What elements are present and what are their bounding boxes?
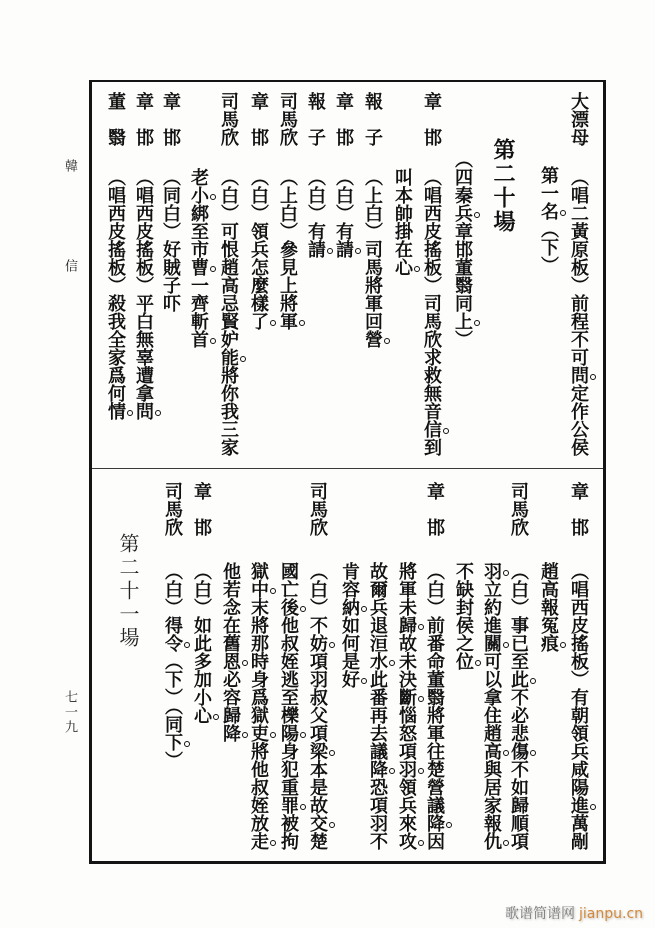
- script-line: [162, 0, 182, 928]
- dialogue-text: 獄中末將那時身爲獄吏將他叔姪放走: [248, 562, 269, 850]
- dialogue-text: （唱二黃原板）前程不可問定作公侯: [568, 168, 589, 456]
- script-line-continuation: [367, 0, 387, 928]
- dialogue-text: （唱西皮搖板）平白無辜遭拿問: [133, 168, 154, 420]
- dialogue-text: 叫本帥掛在心: [392, 168, 413, 276]
- speaker-name: 司馬欣: [307, 482, 328, 536]
- speaker-name: 報子: [362, 92, 383, 164]
- dialogue-text: 國亡後他叔姪逃至櫟陽身犯重罪被拘: [278, 562, 299, 850]
- margin-book-title-char: 韓: [62, 159, 77, 172]
- script-line-continuation: [278, 0, 298, 928]
- speaker-name: 章邯: [160, 92, 181, 164]
- script-line: [424, 0, 444, 928]
- script-line-continuation: [248, 0, 268, 928]
- dialogue-text: 趙高報冤痕: [538, 562, 559, 652]
- speaker-name: 董翳: [105, 92, 126, 164]
- dialogue-text: （上白）司馬將軍回營: [362, 168, 383, 348]
- script-line: [191, 0, 211, 928]
- margin-book-title-char: 信: [62, 259, 77, 272]
- script-line-continuation: [481, 0, 501, 928]
- dialogue-text: 不缺封侯之位: [453, 562, 474, 670]
- dialogue-text: （白）可恨趙高忌賢妒能將你我三家: [218, 168, 239, 456]
- dialogue-text: 他若念在舊恩必容歸降: [220, 562, 241, 742]
- watermark-url: jianpu.cn: [579, 906, 644, 922]
- watermark-site-name: 歌谱简谱网: [505, 906, 575, 922]
- dialogue-text: 肯容納如何是好: [339, 562, 360, 688]
- dialogue-text: （白）不妨項羽叔父項梁本是故交楚: [307, 562, 328, 850]
- speaker-name: 章邯: [421, 92, 442, 164]
- script-line-continuation: [339, 0, 359, 928]
- dialogue-text: 羽立約進關可以拿住趙高與居家報仇: [481, 562, 502, 850]
- dialogue-text: 將軍未歸故未決斷惱怒項羽領兵來攻: [396, 562, 417, 850]
- script-line: [307, 0, 327, 928]
- scene-title: 第二十一場: [116, 533, 140, 651]
- dialogue-text: （白）領兵怎麼樣了: [248, 168, 269, 330]
- dialogue-text: （上白）參見上將軍: [277, 168, 298, 330]
- watermark: [505, 903, 643, 923]
- dialogue-text: （白）事已至此不必悲傷不如歸順項: [508, 562, 529, 850]
- script-line-continuation: [453, 0, 473, 928]
- dialogue-text: （唱西皮搖板）司馬欣求救無音信到: [421, 168, 442, 456]
- dialogue-text: （白）有請: [333, 168, 354, 258]
- speaker-name: 章邯: [333, 92, 354, 164]
- speaker-name: 章邯: [133, 92, 154, 164]
- dialogue-text: （白）如此多加小心: [191, 562, 212, 724]
- speaker-name: 司馬欣: [508, 482, 529, 536]
- speaker-name: 章邯: [424, 482, 445, 554]
- speaker-name: 報子: [305, 92, 326, 164]
- dialogue-text: （唱西皮搖板）有朝領兵咸陽進萬剮: [568, 562, 589, 850]
- dialogue-text: （唱西皮搖板）殺我全家爲何情: [105, 168, 126, 420]
- dialogue-text: 第一名（下）: [538, 166, 559, 274]
- dialogue-text: 故爾兵退洹水此番再去議降恐項羽不: [367, 562, 388, 850]
- speaker-name: 司馬欣: [162, 482, 183, 536]
- script-line-continuation: [396, 0, 416, 928]
- dialogue-text: （白）前番命董翳將軍往楚營議降因: [424, 562, 445, 850]
- dialogue-text: （白）有請: [305, 168, 326, 258]
- script-line: [568, 0, 588, 928]
- speaker-name: 大漂母: [568, 92, 589, 146]
- scene-title: 第二十場: [490, 138, 516, 234]
- speaker-name: 司馬欣: [218, 92, 239, 146]
- script-line-continuation: [538, 0, 558, 928]
- stage-direction: （四秦兵章邯董翳同上）: [452, 150, 473, 348]
- speaker-name: 章邯: [248, 92, 269, 164]
- script-line: [508, 0, 528, 928]
- speaker-name: 司馬欣: [277, 92, 298, 146]
- dialogue-text: （同白）好賊子吓: [160, 168, 181, 312]
- dialogue-text: 老小綁至市曹一齊斬首: [188, 168, 209, 348]
- speaker-name: 章邯: [191, 482, 212, 554]
- script-line-continuation: [220, 0, 240, 928]
- speaker-name: 章邯: [568, 482, 589, 554]
- page-number: 七一九: [62, 690, 77, 735]
- dialogue-text: （白）得令（下）（同下）: [162, 562, 183, 769]
